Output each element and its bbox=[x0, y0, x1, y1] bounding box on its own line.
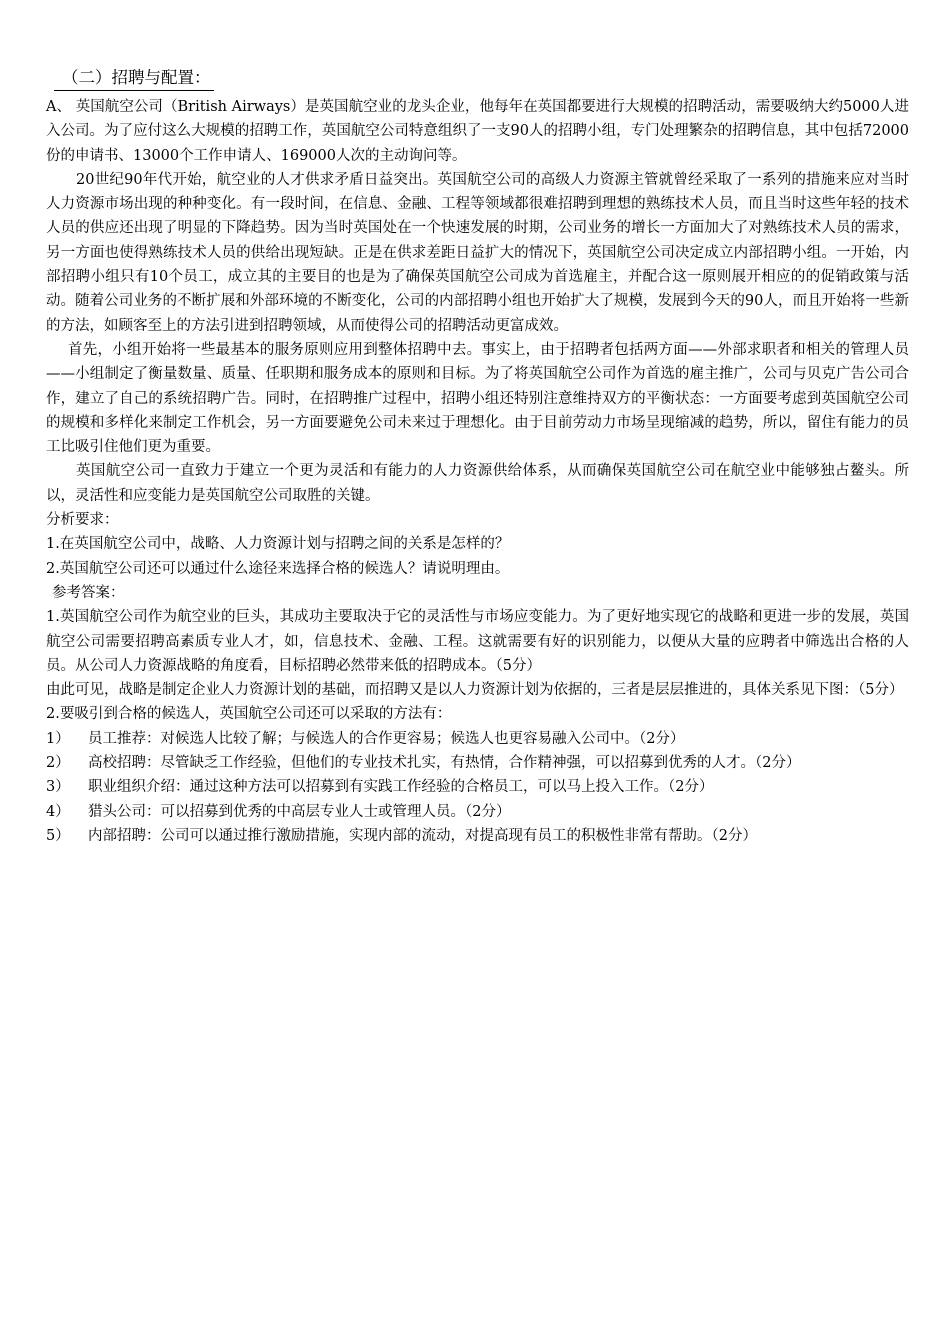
list-item-text: 高校招聘：尽管缺乏工作经验，但他们的专业技术扎实，有热情，合作精神强，可以招募到优秀的人才。（2分） bbox=[88, 755, 801, 772]
list-item bbox=[46, 824, 909, 848]
list-item bbox=[46, 751, 909, 775]
answer-1: 1.英国航空公司作为航空业的巨头，其成功主要取决于它的灵活性与市场应变能力。为了更好地实现它的战略和更进一步的发展，英国航空公司需要招聘高素质专业人才，如，信息技术、金融、工程。这就需要有好的识别能力，以便从大量的应聘者中筛选出合格的人员。从公司人力资源战略的角度看，目标招聘必然带来低的招聘成本。（5分） bbox=[46, 609, 909, 674]
case-paragraph-3: 首先，小组开始将一些最基本的服务原则应用到整体招聘中去。事实上，由于招聘者包括两方面——外部求职者和相关的管理人员——小组制定了衡量数量、质量、任职期和服务成本的原则和目标。为了将英国航空公司作为首选的雇主推广，公司与贝克广告公司合作，建立了自己的系统招聘广告。同时，在招聘推广过程中，招聘小组还特别注意维持双方的平衡状态：一方面要考虑到英国航空公司的规模和多样化来制定工作机会，另一方面要避免公司未来过于理想化。由于目前劳动力市场呈现缩减的趋势，所以，留住有能力的员工比吸引住他们更为重要。 bbox=[46, 341, 909, 456]
list-item-number: 3） bbox=[46, 779, 70, 796]
section-heading: （二）招聘与配置： bbox=[54, 66, 214, 91]
list-item-text: 员工推荐：对候选人比较了解；与候选人的合作更容易；候选人也更容易融入公司中。（2分） bbox=[88, 730, 685, 747]
answer-2-intro: 2.要吸引到合格的候选人，英国航空公司还可以采取的方法有： bbox=[46, 706, 452, 723]
list-item-text: 职业组织介绍：通过这种方法可以招募到有实践工作经验的合格员工，可以马上投入工作。（2分） bbox=[88, 779, 714, 796]
list-item-number: 4） bbox=[46, 803, 70, 820]
list-item bbox=[46, 775, 909, 799]
list-item bbox=[46, 727, 909, 751]
question-1: 1.在英国航空公司中，战略、人力资源计划与招聘之间的关系是怎样的？ bbox=[46, 536, 510, 553]
case-paragraph-1: A、 英国航空公司（British Airways）是英国航空业的龙头企业，他每年在英国都要进行大规模的招聘活动，需要吸纳大约5000人进入公司。为了应付这么大规模的招聘工作，英国航空公司特意组织了一支90人的招聘小组，专门处理繁杂的招聘信息，其中包括72000份的申请书、13000个工作申请人、169000人次的主动询问等。 bbox=[46, 99, 909, 164]
list-item bbox=[46, 800, 909, 824]
list-item-text: 猎头公司：可以招募到优秀的中高层专业人士或管理人员。（2分） bbox=[88, 803, 511, 820]
case-paragraph-4: 英国航空公司一直致力于建立一个更为灵活和有能力的人力资源供给体系，从而确保英国航空公司在航空业中能够独占鳌头。所以，灵活性和应变能力是英国航空公司取胜的关键。 bbox=[46, 463, 909, 504]
question-2: 2.英国航空公司还可以通过什么途径来选择合格的候选人？请说明理由。 bbox=[46, 560, 510, 577]
list-item-number: 5） bbox=[46, 827, 70, 844]
list-item-number: 1） bbox=[46, 730, 70, 747]
answer-2-list bbox=[46, 727, 909, 848]
document-body bbox=[46, 95, 909, 848]
requirements-label: 分析要求： bbox=[46, 512, 119, 529]
answers-label: 参考答案： bbox=[52, 584, 125, 601]
list-item-text: 内部招聘：公司可以通过推行激励措施，实现内部的流动，对提高现有员工的积极性非常有帮助。（2分） bbox=[88, 827, 757, 844]
answer-1-conclusion: 由此可见，战略是制定企业人力资源计划的基础，而招聘又是以人力资源计划为依据的，三者是层层推进的，具体关系见下图：（5分） bbox=[46, 682, 904, 699]
list-item-number: 2） bbox=[46, 755, 70, 772]
case-paragraph-2: 20世纪90年代开始，航空业的人才供求矛盾日益突出。英国航空公司的高级人力资源主管就曾经采取了一系列的措施来应对当时人力资源市场出现的种种变化。有一段时间，在信息、金融、工程等领域都很难招聘到理想的熟练技术人员，而且当时这些年轻的技术人员的供应还出现了明显的下降趋势。因为当时英国处在一个快速发展的时期，公司业务的增长一方面加大了对熟练技术人员的需求，另一方面也使得熟练技术人员的供给出现短缺。正是在供求差距日益扩大的情况下，英国航空公司决定成立内部招聘小组。一开始，内部招聘小组只有10个员工，成立其的主要目的也是为了确保英国航空公司成为首选雇主，并配合这一原则展开相应的的促销政策与活动。随着公司业务的不断扩展和外部环境的不断变化，公司的内部招聘小组也开始扩大了规模，发展到今天的90人，而且开始将一些新的方法，如顾客至上的方法引进到招聘领域，从而使得公司的招聘活动更富成效。 bbox=[46, 171, 909, 334]
